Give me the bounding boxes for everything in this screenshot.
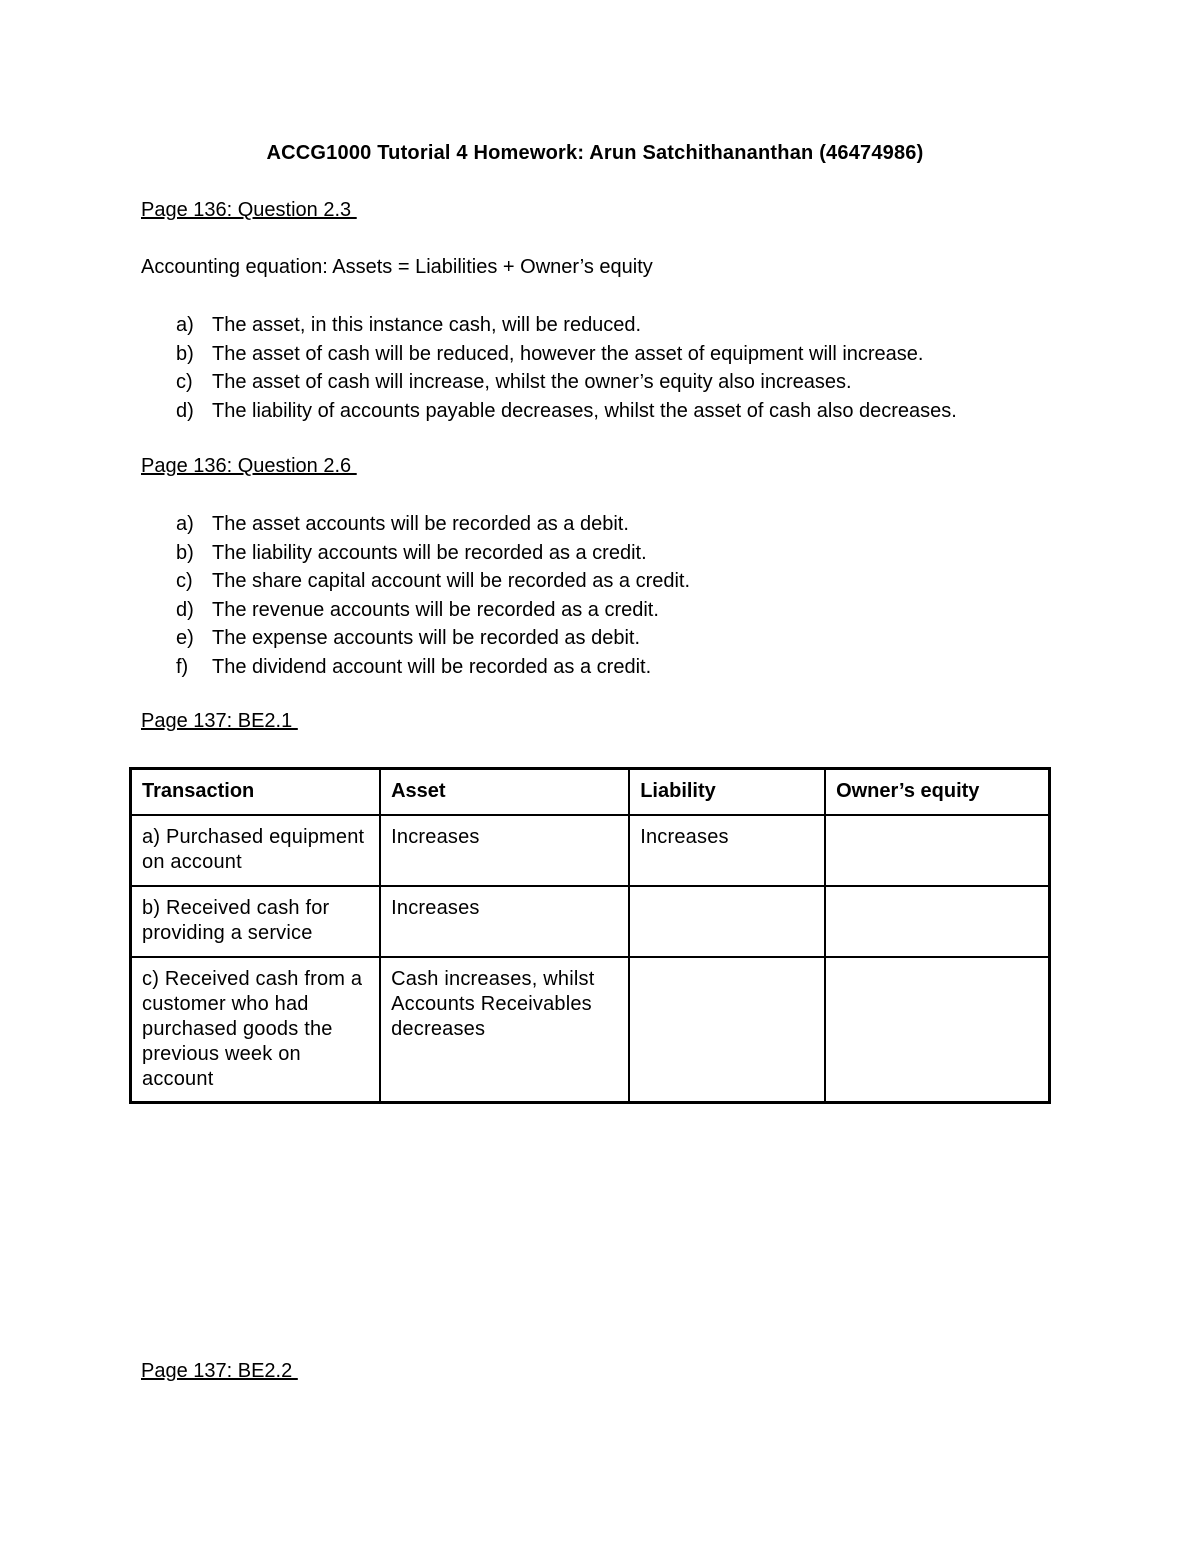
document-title: ACCG1000 Tutorial 4 Homework: Arun Satchithananthan (46474986) <box>266 142 924 164</box>
list-item-text: The liability accounts will be recorded as a credit. <box>212 541 647 564</box>
list-item-text: The asset accounts will be recorded as a debit. <box>212 513 629 535</box>
list-item-text: The expense accounts will be recorded as debit. <box>212 627 641 650</box>
list-item-text: The dividend account will be recorded as a credit. <box>212 655 652 678</box>
list-marker: b) <box>176 541 194 564</box>
be2-1-table <box>129 767 1051 1104</box>
table-cell: a) Purchased equipment on account <box>131 815 381 886</box>
list-item-text: The share capital account will be recorded as a credit. <box>212 570 691 593</box>
list-marker: d) <box>176 399 194 422</box>
table-cell: Increases <box>629 815 825 886</box>
column-header-liability: Liability <box>629 769 825 816</box>
section-heading-be2-1: Page 137: BE2.1 <box>141 710 298 732</box>
table-cell <box>825 957 1049 1103</box>
table-row <box>131 886 1050 957</box>
table-cell <box>629 886 825 957</box>
list-marker: a) <box>176 314 194 336</box>
table-cell: b) Received cash for providing a service <box>131 886 381 957</box>
table-cell: Cash increases, whilst Accounts Receivables decreases <box>380 957 629 1103</box>
list-marker: e) <box>176 627 194 650</box>
table-cell <box>825 815 1049 886</box>
table-header-row <box>131 769 1050 816</box>
list-marker: b) <box>176 342 194 365</box>
table-cell: c) Received cash from a customer who had purchased goods the previous week on account <box>131 957 381 1103</box>
table-cell: Increases <box>380 886 629 957</box>
column-header-transaction: Transaction <box>131 769 381 816</box>
table-row <box>131 957 1050 1103</box>
list-item-text: The revenue accounts will be recorded as a credit. <box>212 598 659 621</box>
list-marker: c) <box>176 570 193 593</box>
list-marker: f) <box>176 655 189 678</box>
table-cell: Increases <box>380 815 629 886</box>
column-header-owners-equity: Owner’s equity <box>825 769 1049 816</box>
list-item-text: The liability of accounts payable decreases, whilst the asset of cash also decreases. <box>212 399 957 422</box>
list-item-text: The asset of cash will increase, whilst the owner’s equity also increases. <box>212 371 852 394</box>
list-marker: d) <box>176 598 194 621</box>
table-cell <box>629 957 825 1103</box>
accounting-equation-text: Accounting equation: Assets = Liabilities + Owner’s equity <box>141 256 653 278</box>
table-row <box>131 815 1050 886</box>
list-item-text: The asset of cash will be reduced, however the asset of equipment will increase. <box>212 342 924 365</box>
table-cell <box>825 886 1049 957</box>
list-item-text: The asset, in this instance cash, will be reduced. <box>212 314 642 336</box>
column-header-asset: Asset <box>380 769 629 816</box>
section-heading-q2-6: Page 136: Question 2.6 <box>141 455 357 477</box>
list-marker: a) <box>176 513 194 535</box>
list-marker: c) <box>176 371 193 394</box>
section-heading-q2-3: Page 136: Question 2.3 <box>141 199 357 221</box>
section-heading-be2-2: Page 137: BE2.2 <box>141 1360 298 1382</box>
